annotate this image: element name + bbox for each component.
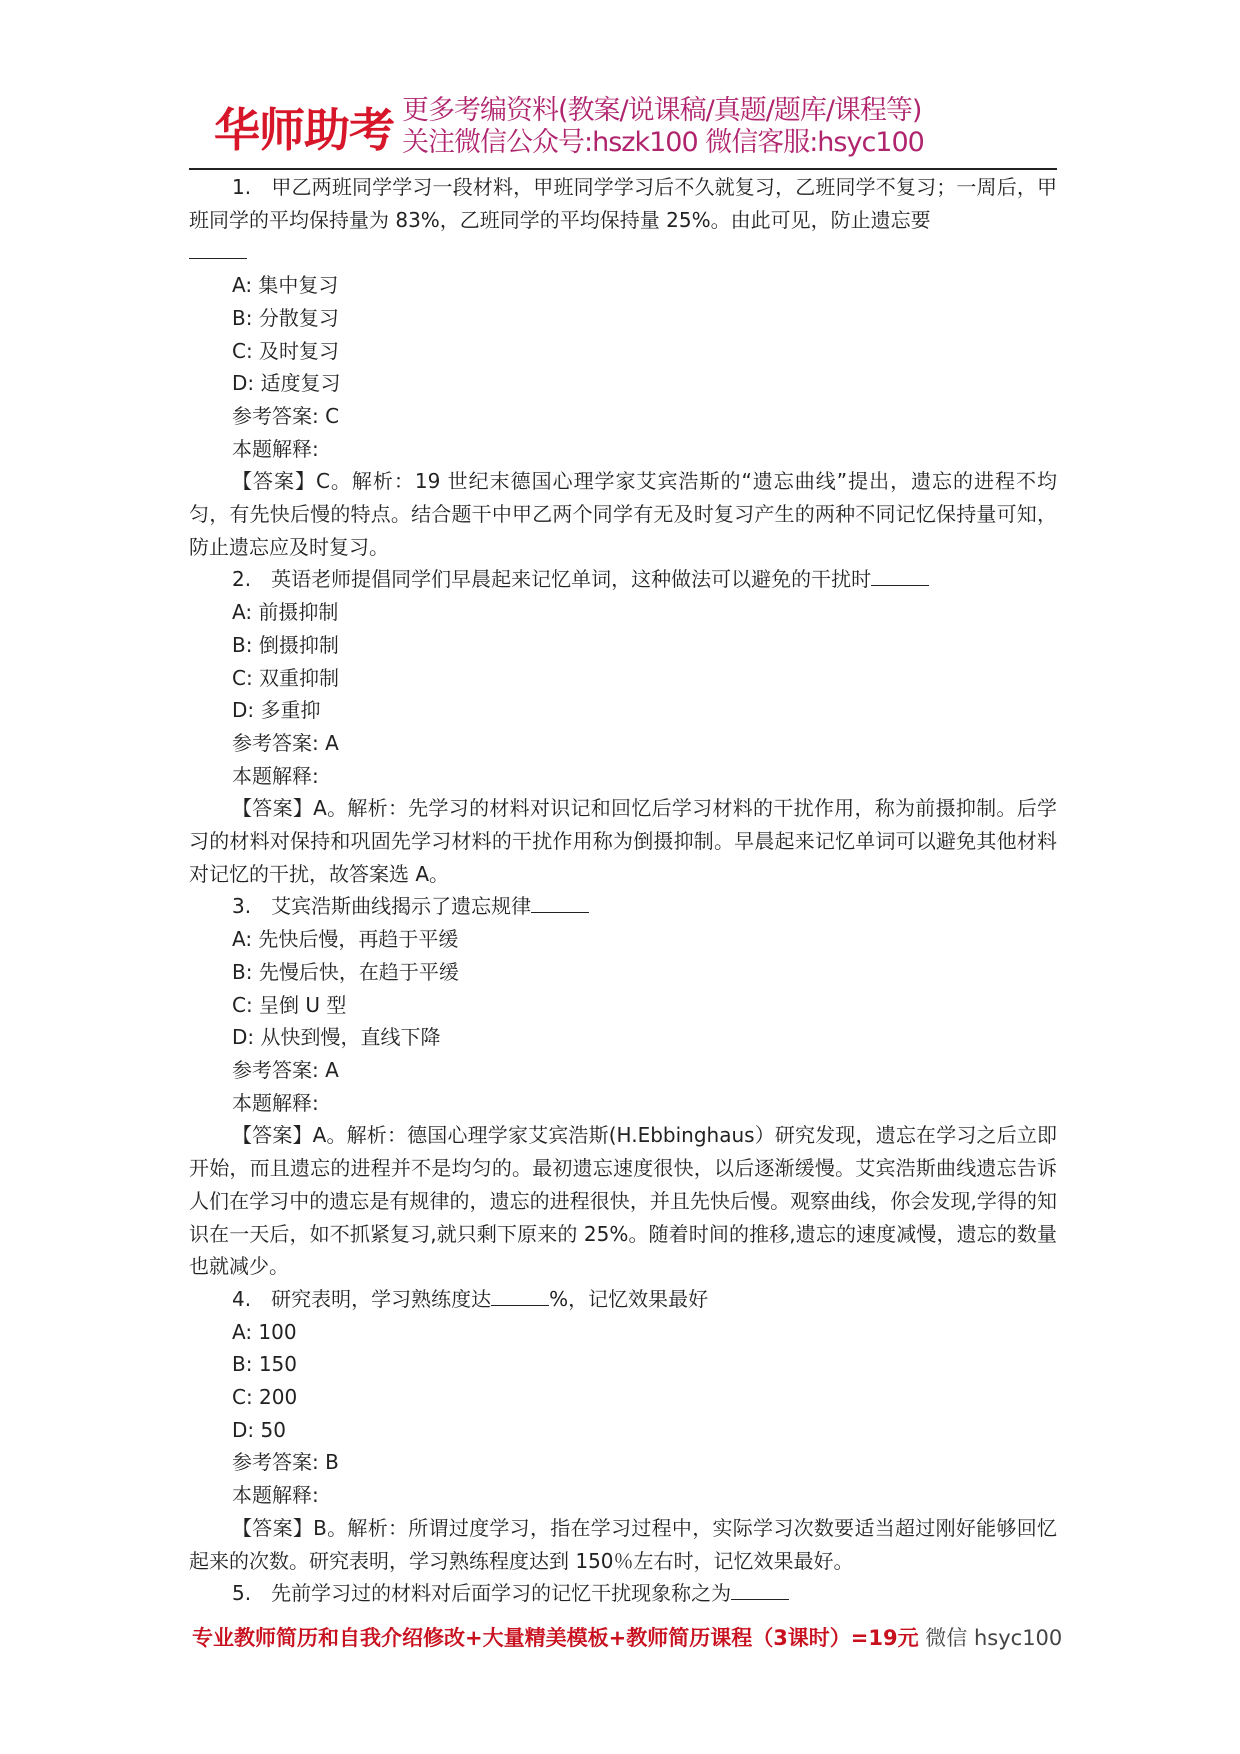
question-3	[189, 890, 1057, 1282]
header-divider	[189, 168, 1057, 170]
option-d: D: 多重抑	[232, 698, 321, 723]
explanation: 【答案】C。解析：19 世纪末德国心理学家艾宾浩斯的“遗忘曲线”提出，遗忘的进程不均匀，有先快后慢的特点。结合题干中甲乙两个同学有无及时复习产生的两种不同记忆保持量可知，防止遗忘应及时复习。	[189, 469, 1057, 559]
explanation-label: 本题解释:	[232, 763, 319, 788]
answer-blank	[189, 240, 247, 259]
question-5	[189, 1577, 1057, 1610]
option-c: C: 呈倒 U 型	[232, 992, 347, 1017]
question-stem: 5. 先前学习过的材料对后面学习的记忆干扰现象称之为	[232, 1581, 732, 1606]
explanation: 【答案】A。解析：先学习的材料对识记和回忆后学习材料的干扰作用，称为前摄抑制。后学习的材料对保持和巩固先学习材料的干扰作用称为倒摄抑制。早晨起来记忆单词可以避免其他材料对记忆的干扰，故答案选 A。	[189, 796, 1057, 886]
slogan-line-2: 关注微信公众号:hszk100 微信客服:hsyc100	[402, 127, 924, 158]
header-banner	[214, 92, 1044, 162]
slogan	[402, 95, 924, 159]
option-b: B: 先慢后快，在趋于平缓	[232, 959, 459, 984]
reference-answer: 参考答案: C	[232, 403, 340, 428]
option-d: D: 从快到慢，直线下降	[232, 1025, 441, 1050]
option-a: A: 100	[232, 1319, 297, 1344]
answer-blank	[871, 567, 929, 586]
explanation: 【答案】A。解析：德国心理学家艾宾浩斯(H.Ebbinghaus）研究发现，遗忘在学习之后立即开始，而且遗忘的进程并不是均匀的。最初遗忘速度很快，以后逐渐缓慢。艾宾浩斯曲线遗忘告诉人们在学习中的遗忘是有规律的，遗忘的进程很快，并且先快后慢。观察曲线，你会发现,学得的知识在一天后，如不抓紧复习,就只剩下原来的 25%。随着时间的推移,遗忘的速度减慢，遗忘的数量也就减少。	[189, 1123, 1057, 1279]
option-b: B: 分散复习	[232, 305, 339, 330]
option-c: C: 200	[232, 1385, 298, 1410]
option-c: C: 双重抑制	[232, 665, 340, 690]
explanation-label: 本题解释:	[232, 1483, 319, 1508]
option-b: B: 150	[232, 1352, 297, 1377]
reference-answer: 参考答案: B	[232, 1450, 339, 1475]
explanation-label: 本题解释:	[232, 1090, 319, 1115]
option-a: A: 先快后慢，再趋于平缓	[232, 927, 459, 952]
reference-answer: 参考答案: A	[232, 1057, 339, 1082]
answer-blank	[531, 894, 589, 913]
option-d: D: 适度复习	[232, 371, 341, 396]
footer-promo	[192, 1622, 1062, 1652]
reference-answer: 参考答案: A	[232, 730, 339, 755]
option-d: D: 50	[232, 1417, 286, 1442]
answer-blank	[731, 1581, 789, 1600]
option-b: B: 倒摄抑制	[232, 632, 339, 657]
question-list	[189, 171, 1057, 1610]
explanation-label: 本题解释:	[232, 436, 319, 461]
answer-blank	[491, 1287, 549, 1306]
slogan-line-1: 更多考编资料(教案/说课稿/真题/题库/课程等)	[402, 95, 922, 126]
contact-text: 微信 hsyc100	[918, 1626, 1063, 1650]
option-c: C: 及时复习	[232, 338, 340, 363]
question-2	[189, 563, 1057, 890]
question-stem-tail: %，记忆效果最好	[549, 1286, 709, 1311]
question-stem: 2. 英语老师提倡同学们早晨起来记忆单词，这种做法可以避免的干扰时	[232, 567, 872, 592]
promo-text: 专业教师简历和自我介绍修改+大量精美模板+教师简历课程（3课时）=19元	[192, 1626, 919, 1650]
question-stem: 1. 甲乙两班同学学习一段材料，甲班同学学习后不久就复习，乙班同学不复习；一周后，甲班同学的平均保持量为 83%，乙班同学的平均保持量 25%。由此可见，防止遗忘要	[189, 175, 1057, 232]
question-4	[189, 1283, 1057, 1577]
question-1	[189, 171, 1057, 563]
option-a: A: 前摄抑制	[232, 600, 339, 625]
question-stem: 4. 研究表明，学习熟练度达	[232, 1286, 492, 1311]
option-a: A: 集中复习	[232, 273, 339, 298]
logo: 华师助考	[214, 103, 394, 157]
question-stem: 3. 艾宾浩斯曲线揭示了遗忘规律	[232, 894, 532, 919]
explanation: 【答案】B。解析：所谓过度学习，指在学习过程中，实际学习次数要适当超过刚好能够回忆起来的次数。研究表明，学习熟练程度达到 150％左右时，记忆效果最好。	[189, 1515, 1057, 1573]
